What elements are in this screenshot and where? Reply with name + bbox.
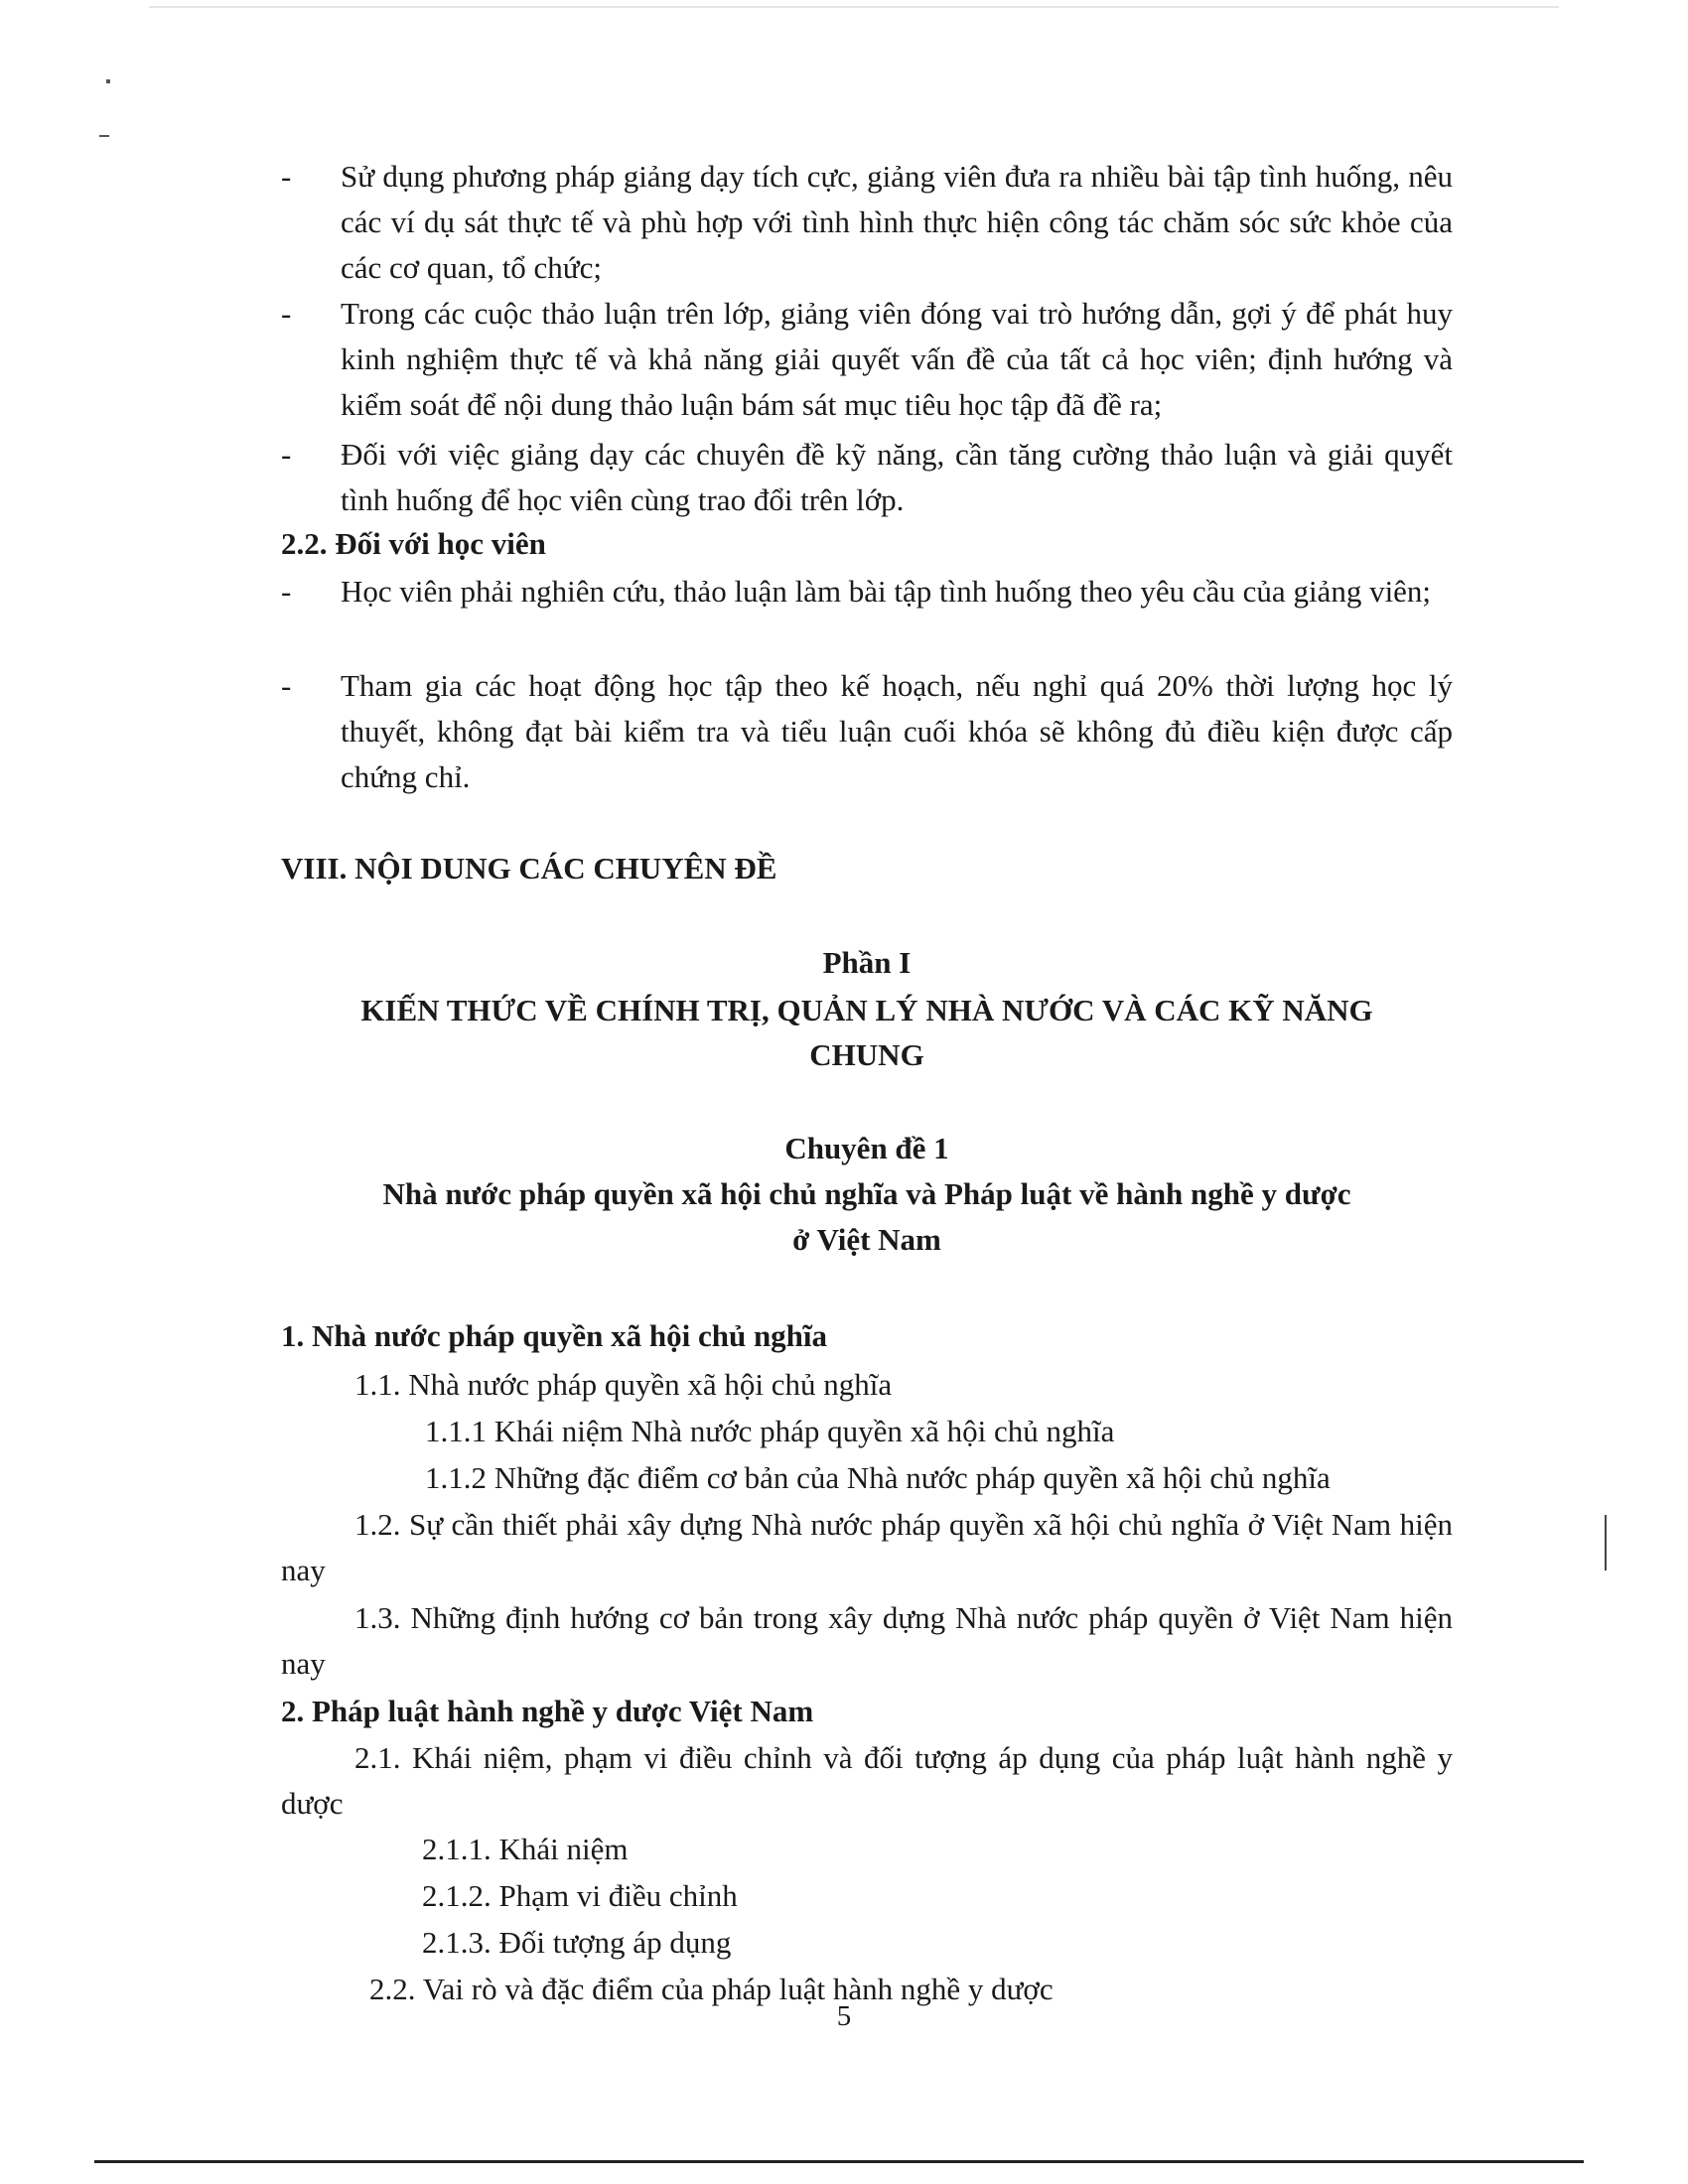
bullet-item	[281, 432, 1453, 523]
part-title-line1: KIẾN THỨC VỀ CHÍNH TRỊ, QUẢN LÝ NHÀ NƯỚC VÀ CÁC KỸ NĂNG	[360, 993, 1373, 1027]
bullet-dash: -	[281, 159, 292, 194]
outline-item-2-1: 2.1. Khái niệm, phạm vi điều chỉnh và đối tượng áp dụng của pháp luật hành nghề y dược	[281, 1740, 1453, 1821]
outline-item-1-3: 1.3. Những định hướng cơ bản trong xây dựng Nhà nước pháp quyền ở Việt Nam hiện nay	[281, 1600, 1453, 1681]
bullet-item	[281, 569, 1453, 614]
bullet-text: Đối với việc giảng dạy các chuyên đề kỹ năng, cần tăng cường thảo luận và giải quyết tình huống để học viên cùng trao đổi trên lớp.	[341, 437, 1453, 517]
bullet-text: Học viên phải nghiên cứu, thảo luận làm bài tập tình huống theo yêu cầu của giảng viên;	[341, 574, 1432, 609]
bullet-item	[281, 154, 1453, 291]
bullet-text: Trong các cuộc thảo luận trên lớp, giảng viên đóng vai trò hướng dẫn, gợi ý để phát huy kinh nghiệm thực tế và khả năng giải quyết vấn đề của tất cả học viên; định hướng và kiểm soát để nội dung thảo luận bám sát mục tiêu học tập đã đề ra;	[341, 296, 1453, 422]
scan-margin-mark	[1605, 1515, 1607, 1570]
scan-bottom-edge	[94, 2160, 1584, 2163]
scan-speck	[99, 135, 109, 137]
topic-title-line1: Nhà nước pháp quyền xã hội chủ nghĩa và Pháp luật về hành nghề y dược	[382, 1176, 1351, 1211]
outline-item-2-1-3: 2.1.3. Đối tượng áp dụng	[422, 1925, 732, 1960]
bullet-dash: -	[281, 437, 292, 472]
page-number: 5	[836, 2000, 852, 2032]
bullet-dash: -	[281, 668, 292, 703]
outline-heading-2: 2. Pháp luật hành nghề y dược Việt Nam	[281, 1694, 814, 1728]
outline-item-1-1-1: 1.1.1 Khái niệm Nhà nước pháp quyền xã hội chủ nghĩa	[425, 1414, 1115, 1448]
section-heading-viii: VIII. NỘI DUNG CÁC CHUYÊN ĐỀ	[281, 851, 777, 886]
bullet-text: Tham gia các hoạt động học tập theo kế hoạch, nếu nghỉ quá 20% thời lượng học lý thuyết, không đạt bài kiểm tra và tiểu luận cuối khóa sẽ không đủ điều kiện được cấp chứng chỉ.	[341, 668, 1453, 794]
outline-item-1-1-2: 1.1.2 Những đặc điểm cơ bản của Nhà nước pháp quyền xã hội chủ nghĩa	[425, 1460, 1331, 1495]
part-title-line2: CHUNG	[809, 1037, 924, 1072]
outline-heading-1: 1. Nhà nước pháp quyền xã hội chủ nghĩa	[281, 1318, 828, 1353]
scan-speck	[106, 79, 110, 83]
outline-item-1-1: 1.1. Nhà nước pháp quyền xã hội chủ nghĩa	[354, 1367, 893, 1402]
section-heading-2-2: 2.2. Đối với học viên	[281, 526, 546, 561]
outline-item-2-1-1: 2.1.1. Khái niệm	[422, 1832, 629, 1866]
bullet-item	[281, 663, 1453, 800]
scan-top-edge	[149, 6, 1559, 8]
bullet-dash: -	[281, 296, 292, 331]
bullet-dash: -	[281, 574, 292, 609]
topic-title-line2: ở Việt Nam	[792, 1222, 941, 1257]
part-label: Phần I	[822, 945, 912, 980]
outline-item-1-2: 1.2. Sự cần thiết phải xây dựng Nhà nước pháp quyền xã hội chủ nghĩa ở Việt Nam hiện nay	[281, 1507, 1453, 1587]
outline-item-2-1-2: 2.1.2. Phạm vi điều chỉnh	[422, 1878, 738, 1913]
bullet-item	[281, 291, 1453, 428]
topic-label: Chuyên đề 1	[784, 1131, 949, 1165]
outline-item-2-2: 2.2. Vai rò và đặc điểm của pháp luật hành nghề y dược	[369, 1972, 1054, 2006]
bullet-text: Sử dụng phương pháp giảng dạy tích cực, giảng viên đưa ra nhiều bài tập tình huống, nêu các ví dụ sát thực tế và phù hợp với tình hình thực hiện công tác chăm sóc sức khỏe của các cơ quan, tổ chức;	[341, 159, 1453, 285]
